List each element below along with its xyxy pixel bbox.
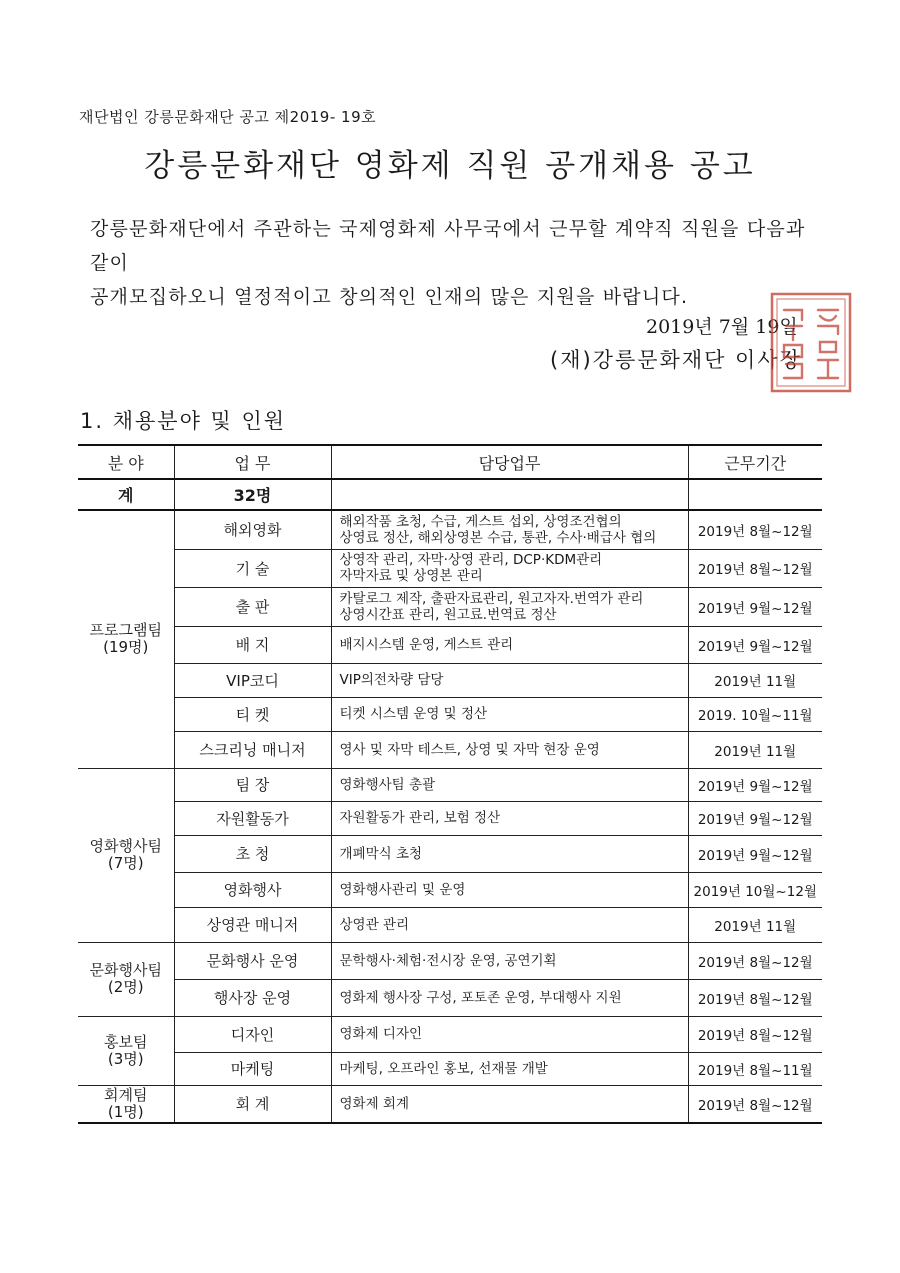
issue-date: 2019년 7월 19일	[646, 316, 798, 338]
header-duty: 업 무	[174, 445, 331, 479]
task-line-1: 상영관 관리	[339, 916, 409, 933]
team-name: 홍보팀	[104, 1032, 148, 1051]
table-row	[78, 872, 822, 907]
task-line-2: 자막자료 및 상영본 관리	[339, 568, 483, 584]
table-row	[78, 731, 822, 768]
task-cell	[331, 697, 688, 731]
task-cell	[331, 835, 688, 872]
team-size: (7명)	[107, 854, 144, 872]
task-line-1: 배지시스템 운영, 게스트 관리	[339, 636, 514, 653]
period-cell: 2019년 8월~12월	[688, 549, 822, 587]
duty-cell: 배 지	[174, 626, 331, 663]
task-line-1: 영화제 행사장 구성, 포토존 운영, 부대행사 지원	[339, 989, 622, 1006]
table-row	[78, 801, 822, 835]
task-line-1: 영화제 디자인	[339, 1026, 423, 1042]
period-cell: 2019년 8월~12월	[688, 1085, 822, 1123]
team-name: 회계팀	[104, 1085, 148, 1104]
task-cell	[331, 1085, 688, 1123]
team-cell	[78, 1016, 174, 1085]
duty-cell: 초 청	[174, 835, 331, 872]
table-row	[78, 1016, 822, 1052]
task-cell	[331, 872, 688, 907]
task-cell	[331, 626, 688, 663]
intro-line-1: 강릉문화재단에서 주관하는 국제영화제 사무국에서 근무할 계약직 직원을 다음과 같이	[90, 218, 806, 274]
duty-cell: 문화행사 운영	[174, 942, 331, 979]
team-cell	[78, 510, 174, 768]
period-cell: 2019년 11월	[688, 663, 822, 697]
task-line-1: VIP의전차량 담당	[339, 672, 444, 688]
table-row	[78, 1052, 822, 1085]
period-cell: 2019년 10월~12월	[688, 872, 822, 907]
notice-number: 재단법인 강릉문화재단 공고 제2019- 19호	[79, 108, 377, 126]
recruitment-table	[78, 444, 822, 1124]
team-cell	[78, 768, 174, 942]
intro-paragraph	[90, 212, 830, 314]
task-line-1: 티켓 시스템 운영 및 정산	[339, 706, 488, 722]
team-size: (19명)	[103, 638, 149, 657]
table-row	[78, 979, 822, 1016]
duty-cell: 티 켓	[174, 697, 331, 731]
header-period: 근무기간	[688, 445, 822, 479]
period-cell: 2019년 8월~12월	[688, 1016, 822, 1052]
task-line-1: 자원활동가 관리, 보험 정산	[339, 810, 501, 826]
task-line-1: 영화행사팀 총괄	[339, 776, 436, 793]
period-cell: 2019년 9월~12월	[688, 768, 822, 801]
task-cell	[331, 663, 688, 697]
period-cell: 2019년 9월~12월	[688, 587, 822, 626]
team-cell	[78, 942, 174, 1016]
official-seal	[768, 290, 854, 395]
header-field: 분 야	[78, 445, 174, 479]
duty-cell: 기 술	[174, 549, 331, 587]
header-task: 담당업무	[331, 445, 688, 479]
intro-line-2: 공개모집하오니 열정적이고 창의적인 인재의 많은 지원을 바랍니다.	[90, 286, 689, 308]
total-count: 32명	[174, 479, 331, 510]
page-title: 강릉문화재단 영화제 직원 공개채용 공고	[144, 148, 756, 184]
total-row	[78, 479, 822, 510]
table-row	[78, 942, 822, 979]
duty-cell: 행사장 운영	[174, 979, 331, 1016]
task-line-1: 해외작품 초청, 수급, 게스트 섭외, 상영조건협의	[339, 513, 622, 530]
team-name: 영화행사팀	[89, 837, 162, 855]
task-line-1: 마케팅, 오프라인 홍보, 선재물 개발	[339, 1060, 548, 1077]
duty-cell: 스크리닝 매니저	[174, 731, 331, 768]
total-period-empty	[688, 479, 822, 510]
table-row	[78, 663, 822, 697]
issuer-name: (재)강릉문화재단 이사장	[550, 348, 802, 372]
duty-cell: 해외영화	[174, 510, 331, 549]
team-size: (1명)	[107, 1102, 144, 1121]
duty-cell: 영화행사	[174, 872, 331, 907]
task-line-1: 카탈로그 제작, 출판자료관리, 원고자자.번역가 관리	[339, 590, 644, 607]
task-line-2: 상영료 정산, 해외상영본 수급, 통관, 수사·배급사 협의	[339, 529, 657, 546]
task-cell	[331, 979, 688, 1016]
team-size: (3명)	[107, 1049, 144, 1068]
table-row	[78, 626, 822, 663]
table-row	[78, 549, 822, 587]
task-cell	[331, 768, 688, 801]
task-line-1: 영화행사관리 및 운영	[339, 881, 466, 898]
duty-cell: VIP코디	[174, 663, 331, 697]
table-row	[78, 510, 822, 549]
period-cell: 2019년 9월~12월	[688, 835, 822, 872]
period-cell: 2019년 11월	[688, 907, 822, 942]
task-line-1: 상영작 관리, 자막·상영 관리, DCP·KDM관리	[339, 552, 603, 568]
task-cell	[331, 549, 688, 587]
table-header-row	[78, 445, 822, 479]
task-line-1: 개폐막식 초청	[339, 845, 423, 862]
duty-cell: 마케팅	[174, 1052, 331, 1085]
task-cell	[331, 1052, 688, 1085]
task-cell	[331, 731, 688, 768]
section-heading: 1. 채용분야 및 인원	[80, 409, 287, 433]
duty-cell: 상영관 매니저	[174, 907, 331, 942]
team-size: (2명)	[107, 978, 144, 996]
duty-cell: 출 판	[174, 587, 331, 626]
task-line-2: 상영시간표 관리, 원고료.번역료 정산	[339, 606, 557, 623]
team-cell	[78, 1085, 174, 1123]
total-task-empty	[331, 479, 688, 510]
team-name: 문화행사팀	[89, 961, 162, 979]
team-name: 프로그램팀	[89, 621, 162, 640]
period-cell: 2019년 8월~12월	[688, 979, 822, 1016]
period-cell: 2019년 8월~12월	[688, 942, 822, 979]
duty-cell: 자원활동가	[174, 801, 331, 835]
period-cell: 2019. 10월~11월	[688, 697, 822, 731]
task-cell	[331, 942, 688, 979]
total-label: 계	[78, 479, 174, 510]
table-row	[78, 835, 822, 872]
period-cell: 2019년 9월~12월	[688, 801, 822, 835]
duty-cell: 팀 장	[174, 768, 331, 801]
task-line-1: 영사 및 자막 테스트, 상영 및 자막 현장 운영	[339, 741, 600, 758]
period-cell: 2019년 8월~12월	[688, 510, 822, 549]
duty-cell: 디자인	[174, 1016, 331, 1052]
task-cell	[331, 907, 688, 942]
task-cell	[331, 1016, 688, 1052]
period-cell: 2019년 8월~11월	[688, 1052, 822, 1085]
task-cell	[331, 801, 688, 835]
table-row	[78, 768, 822, 801]
task-line-1: 영화제 회계	[339, 1095, 409, 1112]
table-row	[78, 1085, 822, 1123]
table-row	[78, 907, 822, 942]
task-line-1: 문학행사·체험·전시장 운영, 공연기획	[339, 952, 557, 969]
period-cell: 2019년 11월	[688, 731, 822, 768]
table-row	[78, 697, 822, 731]
table-row	[78, 587, 822, 626]
period-cell: 2019년 9월~12월	[688, 626, 822, 663]
task-cell	[331, 510, 688, 549]
duty-cell: 회 계	[174, 1085, 331, 1123]
task-cell	[331, 587, 688, 626]
